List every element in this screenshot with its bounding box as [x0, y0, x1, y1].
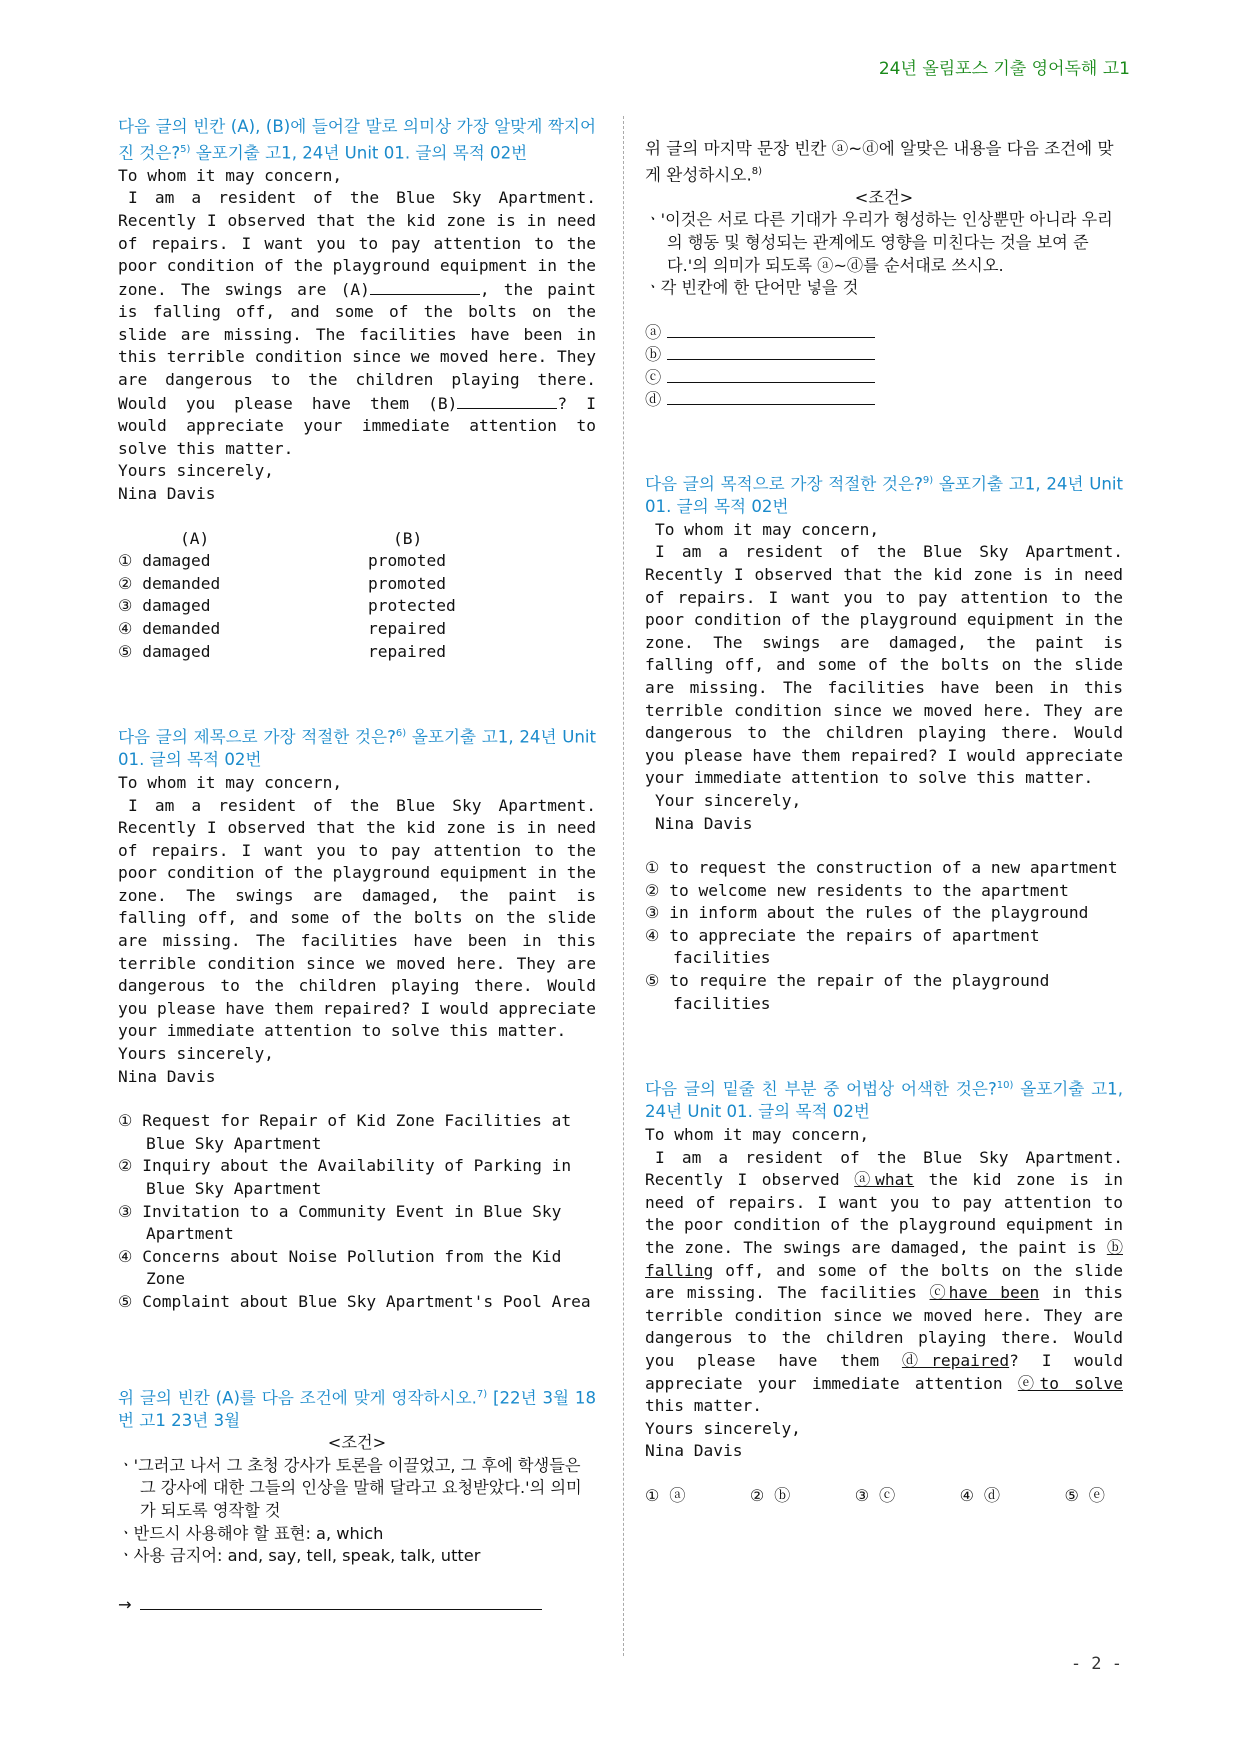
condition-2: ㆍ각 빈칸에 한 단어만 넣을 것 — [645, 278, 859, 298]
arrow-icon: → — [118, 1594, 132, 1614]
question-5 — [118, 116, 596, 663]
option-4[interactable]: ④ to appreciate the repairs of apartment facilities — [645, 925, 1040, 968]
passage: I am a resident of the Blue Sky Apartment. Recently I observed that the kid zone is in need of repairs. I want you to pay attention to the poor condition of the playground equipment in the zone. The swings are damaged, the paint is falling off, and some of the bolts on the slide are missing. The facilities have been in this terrible condition since we moved here. They are dangerous to the children playing there. Would you please have them repaired? I would appreciate your immediate attention to solve this matter. — [645, 542, 1123, 788]
question-8-title: 위 글의 마지막 문장 빈칸 ⓐ~ⓓ에 알맞은 내용을 다음 조건에 맞게 완성하시오.$^{8)}$ — [645, 139, 1114, 185]
question-8 — [645, 116, 1123, 412]
question-7 — [118, 1384, 596, 1617]
choice-2[interactable]: ② ⓑ — [749, 1485, 791, 1505]
option-1-b: promoted — [368, 551, 446, 571]
option-1[interactable]: ① to request the construction of a new apartment — [645, 858, 1118, 878]
condition-2: ㆍ반드시 사용해야 할 표현: a, which — [118, 1523, 384, 1543]
blank-b[interactable] — [457, 392, 557, 409]
passage: I am a resident of the Blue Sky Apartment. Recently I observed that the kid zone is in need of repairs. I want you to pay attention to the poor condition of the playground equipment in the zone. The swings are damaged, the paint is falling off, and some of the bolts on the slide are missing. The facilities have been in this terrible condition since we moved here. They are dangerous to the children playing there. Would you please have them repaired? I would appreciate your immediate attention to solve this matter. — [118, 795, 596, 1041]
choice-1[interactable]: ① ⓐ — [645, 1485, 686, 1505]
passage: I am a resident of the Blue Sky Apartment. Recently I observed that the kid zone is in need of repairs. I want you to pay attention to the poor condition of the playground equipment in the zone. The swings are (A) , the paint is falling off, and some of the bolts on the slide are missing. The facilities have been in this terrible condition since we moved here. They are dangerous to the children playing there. Would you please have them (B) ? I would appreciate your immediate attention to solve this matter. — [118, 188, 596, 458]
answer-c[interactable]: ⓒ — [645, 367, 1123, 390]
choice-3[interactable]: ③ ⓒ — [854, 1485, 896, 1505]
options-list — [645, 857, 1123, 1015]
column-divider — [623, 116, 624, 1656]
question-9 — [645, 470, 1123, 1015]
closing: Yours sincerely, — [118, 1044, 274, 1064]
salutation: To whom it may concern, — [645, 1124, 870, 1144]
condition-header: <조건> — [327, 1433, 387, 1453]
question-7-title: 위 글의 빈칸 (A)를 다음 조건에 맞게 영작하시오.$^{7)}$ [22년 3월 18번 고1 23년 3월 — [118, 1388, 596, 1430]
passage: I am a resident of the Blue Sky Apartment. Recently I observed ⓐwhat the kid zone is in need of repairs. I want you to pay attention to the poor condition of the playground equipment in the zone. The swings are damaged, the paint is ⓑ falling off, and some of the bolts on the slide are missing. The facilities ⓒhave been in this terrible condition since we moved here. They are dangerous to the children playing there. Would you please have them ⓓrepaired? I would appreciate your immediate attention ⓔto solve this matter. — [645, 1147, 1124, 1416]
option-4-a[interactable]: ④ demanded — [118, 619, 221, 638]
salutation: To whom it may concern, — [655, 519, 880, 539]
left-column — [118, 116, 596, 1616]
closing: Yours sincerely, — [645, 1418, 801, 1438]
answer-d[interactable]: ⓓ — [645, 389, 1123, 412]
option-3-b: protected — [368, 596, 456, 616]
option-2-a[interactable]: ② demanded — [118, 573, 221, 593]
salutation: To whom it may concern, — [118, 772, 343, 792]
option-4[interactable]: ④ Concerns about Noise Pollution from the Kid Zone — [118, 1246, 562, 1289]
condition-1: ㆍ'그러고 나서 그 초청 강사가 토론을 이끌었고, 그 후에 학생들은 그 강사에 대한 그들의 인상을 말해 달라고 요청받았다.'의 의미가 되도록 영작할 것 — [118, 1455, 582, 1521]
column-b-header: (B) — [393, 528, 423, 548]
answer-blanks — [645, 322, 1123, 412]
options-list — [118, 1110, 596, 1313]
option-5-b: repaired — [368, 641, 446, 661]
option-5[interactable]: ⑤ Complaint about Blue Sky Apartment's Pool Area — [118, 1291, 591, 1311]
option-1-a[interactable]: ① damaged — [118, 551, 211, 571]
option-3[interactable]: ③ Invitation to a Community Event in Blue Sky Apartment — [118, 1201, 562, 1244]
underline-d: ⓓrepaired — [901, 1350, 1010, 1370]
page-header-title: 24년 올림포스 기출 영어독해 고1 — [878, 59, 1130, 79]
question-6-title: 다음 글의 제목으로 가장 적절한 것은?$^{6)}$ 올포기출 고1, 24년 Unit 01. 글의 목적 02번 — [118, 727, 596, 770]
underline-e: ⓔto solve — [1017, 1373, 1123, 1393]
condition-1: ㆍ'이것은 서로 다른 기대가 우리가 형성하는 인상뿐만 아니라 우리의 행동 및 형성되는 관계에도 영향을 미친다는 것을 보여 준다.'의 의미가 되도록 ⓐ~ⓓ를 순서대로 쓰시오. — [645, 210, 1113, 275]
underline-b: ⓑ falling — [645, 1237, 1123, 1280]
question-6 — [118, 723, 596, 1313]
condition-header: <조건> — [854, 187, 914, 207]
option-2[interactable]: ② to welcome new residents to the apartment — [645, 880, 1069, 900]
option-3[interactable]: ③ in inform about the rules of the playground — [645, 903, 1089, 923]
question-10-title: 다음 글의 밑줄 친 부분 중 어법상 어색한 것은?$^{10)}$ 올포기출 고1, 24년 Unit 01. 글의 목적 02번 — [645, 1079, 1123, 1122]
underline-a: ⓐwhat — [854, 1170, 915, 1190]
closing: Yours sincerely, — [118, 461, 274, 481]
answer-b[interactable]: ⓑ — [645, 344, 1123, 367]
choice-4[interactable]: ④ ⓓ — [959, 1485, 1001, 1505]
salutation: To whom it may concern, — [118, 165, 343, 185]
signature-name: Nina Davis — [645, 1441, 743, 1461]
option-4-b: repaired — [368, 619, 446, 638]
choice-5[interactable]: ⑤ ⓔ — [1064, 1485, 1105, 1505]
option-1[interactable]: ① Request for Repair of Kid Zone Facilities at Blue Sky Apartment — [118, 1111, 572, 1153]
column-a-header: (A) — [180, 528, 210, 548]
underline-c: ⓒhave been — [929, 1283, 1040, 1303]
answer-a[interactable]: ⓐ — [645, 322, 1123, 345]
right-column — [645, 116, 1123, 1507]
signature-name: Nina Davis — [118, 484, 216, 504]
option-5-a[interactable]: ⑤ damaged — [118, 641, 211, 661]
signature-name: Nina Davis — [655, 813, 753, 833]
question-9-title: 다음 글의 목적으로 가장 적절한 것은?$^{9)}$ 올포기출 고1, 24년 Unit 01. 글의 목적 02번 — [645, 474, 1123, 517]
option-3-a[interactable]: ③ damaged — [118, 596, 211, 616]
signature-name: Nina Davis — [118, 1066, 216, 1086]
answer-table — [118, 528, 596, 664]
option-5[interactable]: ⑤ to require the repair of the playground facilities — [645, 971, 1050, 1013]
condition-3: ㆍ사용 금지어: and, say, tell, speak, talk, utter — [118, 1546, 481, 1566]
answer-line[interactable] — [118, 1594, 596, 1617]
option-2[interactable]: ② Inquiry about the Availability of Parking in Blue Sky Apartment — [118, 1156, 572, 1198]
choices-row — [645, 1485, 1105, 1508]
blank-a[interactable] — [370, 278, 480, 295]
question-5-title: 다음 글의 빈칸 (A), (B)에 들어갈 말로 의미상 가장 알맞게 짝지어진 것은?$^{5)}$ 올포기출 고1, 24년 Unit 01. 글의 목적 02번 — [118, 117, 596, 163]
page-number: - 2 - — [1070, 1654, 1122, 1674]
option-2-b: promoted — [368, 573, 446, 593]
question-10 — [645, 1075, 1123, 1507]
closing: Your sincerely, — [655, 790, 802, 810]
